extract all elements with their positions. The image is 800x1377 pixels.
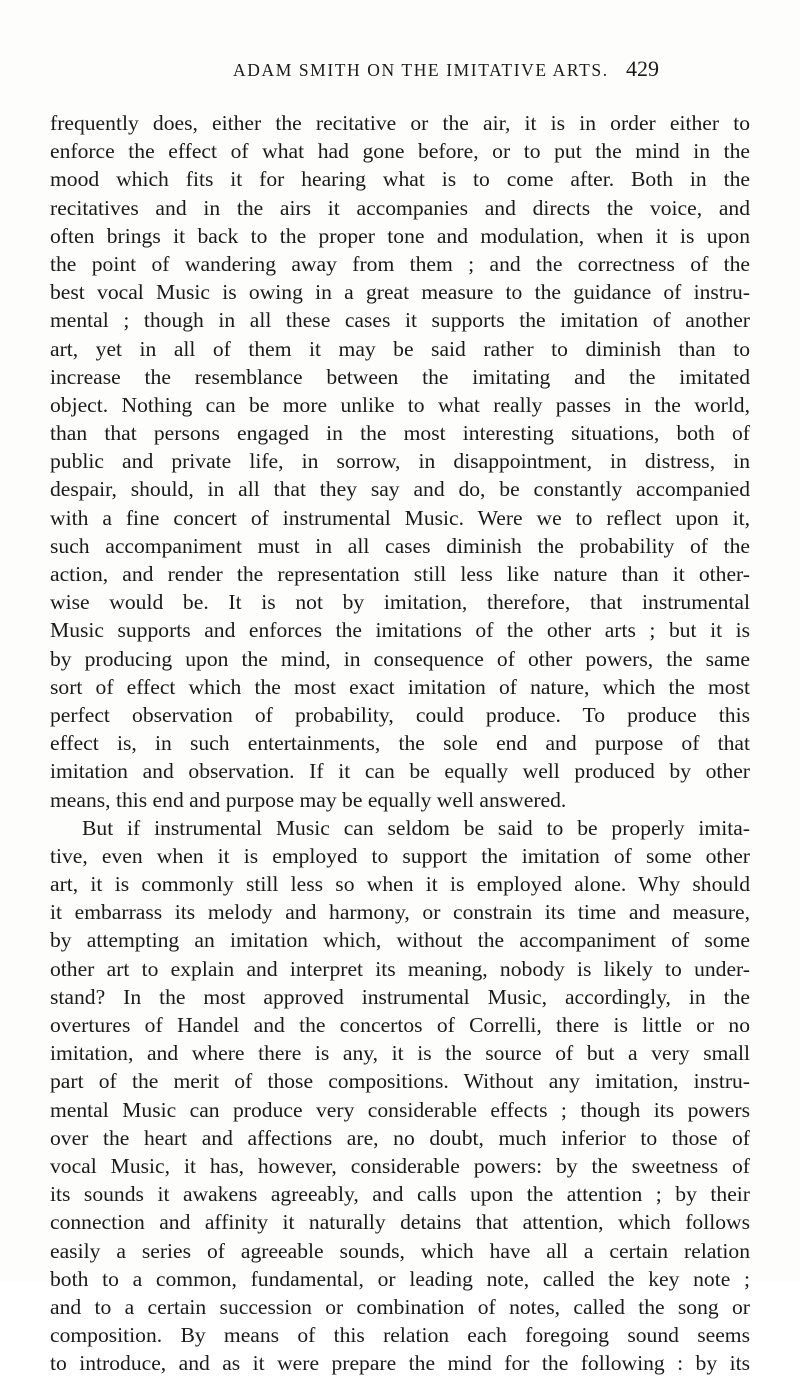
text-line: such accompaniment must in all cases diminish the probability of the — [50, 533, 750, 558]
page-number: 429 — [626, 56, 659, 81]
text-line: it embarrass its melody and harmony, or constrain its time and measure, — [50, 900, 750, 925]
text-line: than that persons engaged in the most interesting situations, both of — [50, 421, 750, 446]
running-title: ADAM SMITH ON THE IMITATIVE ARTS. — [233, 60, 609, 80]
text-line: recitatives and in the airs it accompanies and directs the voice, and — [50, 195, 750, 220]
text-line: mental ; though in all these cases it supports the imitation of another — [50, 308, 750, 333]
body-text — [50, 109, 750, 1377]
text-line: action, and render the representation still less like nature than it other- — [50, 562, 750, 586]
text-line: But if instrumental Music can seldom be said to be properly imita- — [82, 815, 750, 840]
text-line: art, yet in all of them it may be said rather to diminish than to — [50, 336, 750, 361]
text-line: composition. By means of this relation each foregoing sound seems — [50, 1323, 750, 1348]
text-line: part of the merit of those compositions. Without any imitation, instru- — [50, 1069, 750, 1094]
text-line: best vocal Music is owing in a great measure to the guidance of instru- — [50, 280, 750, 305]
text-line: overtures of Handel and the concertos of Correlli, there is little or no — [50, 1013, 750, 1037]
text-line: over the heart and affections are, no doubt, much inferior to those of — [50, 1125, 750, 1150]
text-line: increase the resemblance between the imitating and the imitated — [50, 364, 750, 389]
text-line: mood which fits it for hearing what is to come after. Both in the — [50, 167, 750, 192]
text-line: frequently does, either the recitative or the air, it is in order either to — [50, 111, 750, 135]
text-line: means, this end and purpose may be equally well answered. — [50, 787, 567, 812]
text-line: its sounds it awakens agreeably, and calls upon the attention ; by their — [50, 1182, 750, 1207]
text-line: effect is, in such entertainments, the sole end and purpose of that — [50, 731, 750, 756]
text-line: stand? In the most approved instrumental Music, accordingly, in the — [50, 984, 750, 1009]
text-line: by producing upon the mind, in consequence of other powers, the same — [50, 646, 750, 671]
text-line: by attempting an imitation which, without the accompaniment of some — [50, 928, 750, 953]
text-line: connection and affinity it naturally detains that attention, which follows — [50, 1210, 750, 1235]
text-line: despair, should, in all that they say and do, be constantly accompanied — [50, 477, 750, 502]
text-line: Music supports and enforces the imitations of the other arts ; but it is — [50, 618, 750, 643]
text-line: object. Nothing can be more unlike to what really passes in the world, — [50, 392, 750, 417]
text-line: art, it is commonly still less so when it is employed alone. Why should — [50, 872, 750, 897]
text-line: imitation and observation. If it can be equally well produced by other — [50, 759, 750, 784]
text-line: perfect observation of probability, could produce. To produce this — [50, 702, 750, 727]
text-line: wise would be. It is not by imitation, therefore, that instrumental — [50, 590, 750, 615]
text-line: public and private life, in sorrow, in disappointment, in distress, in — [50, 449, 750, 474]
text-line: to introduce, and as it were prepare the mind for the following : by its — [50, 1351, 750, 1376]
text-line: tive, even when it is employed to support the imitation of some other — [50, 843, 750, 868]
text-line: imitation, and where there is any, it is the source of but a very small — [50, 1041, 750, 1066]
text-line: other art to explain and interpret its meaning, nobody is likely to under- — [50, 956, 750, 981]
text-line: vocal Music, it has, however, considerable powers: by the sweetness of — [50, 1153, 750, 1178]
text-line: often brings it back to the proper tone and modulation, when it is upon — [50, 223, 750, 248]
text-line: enforce the effect of what had gone before, or to put the mind in the — [50, 139, 750, 164]
text-line: the point of wandering away from them ; and the correctness of the — [50, 251, 750, 276]
text-line: and to a certain succession or combination of notes, called the song or — [50, 1294, 750, 1319]
text-line: sort of effect which the most exact imitation of nature, which the most — [50, 674, 750, 699]
text-line: both to a common, fundamental, or leading note, called the key note ; — [50, 1266, 750, 1291]
text-line: with a fine concert of instrumental Music. Were we to reflect upon it, — [50, 505, 750, 530]
text-line: mental Music can produce very considerable effects ; though its powers — [50, 1097, 750, 1122]
running-head — [0, 56, 800, 86]
text-line: easily a series of agreeable sounds, which have all a certain relation — [50, 1238, 750, 1263]
